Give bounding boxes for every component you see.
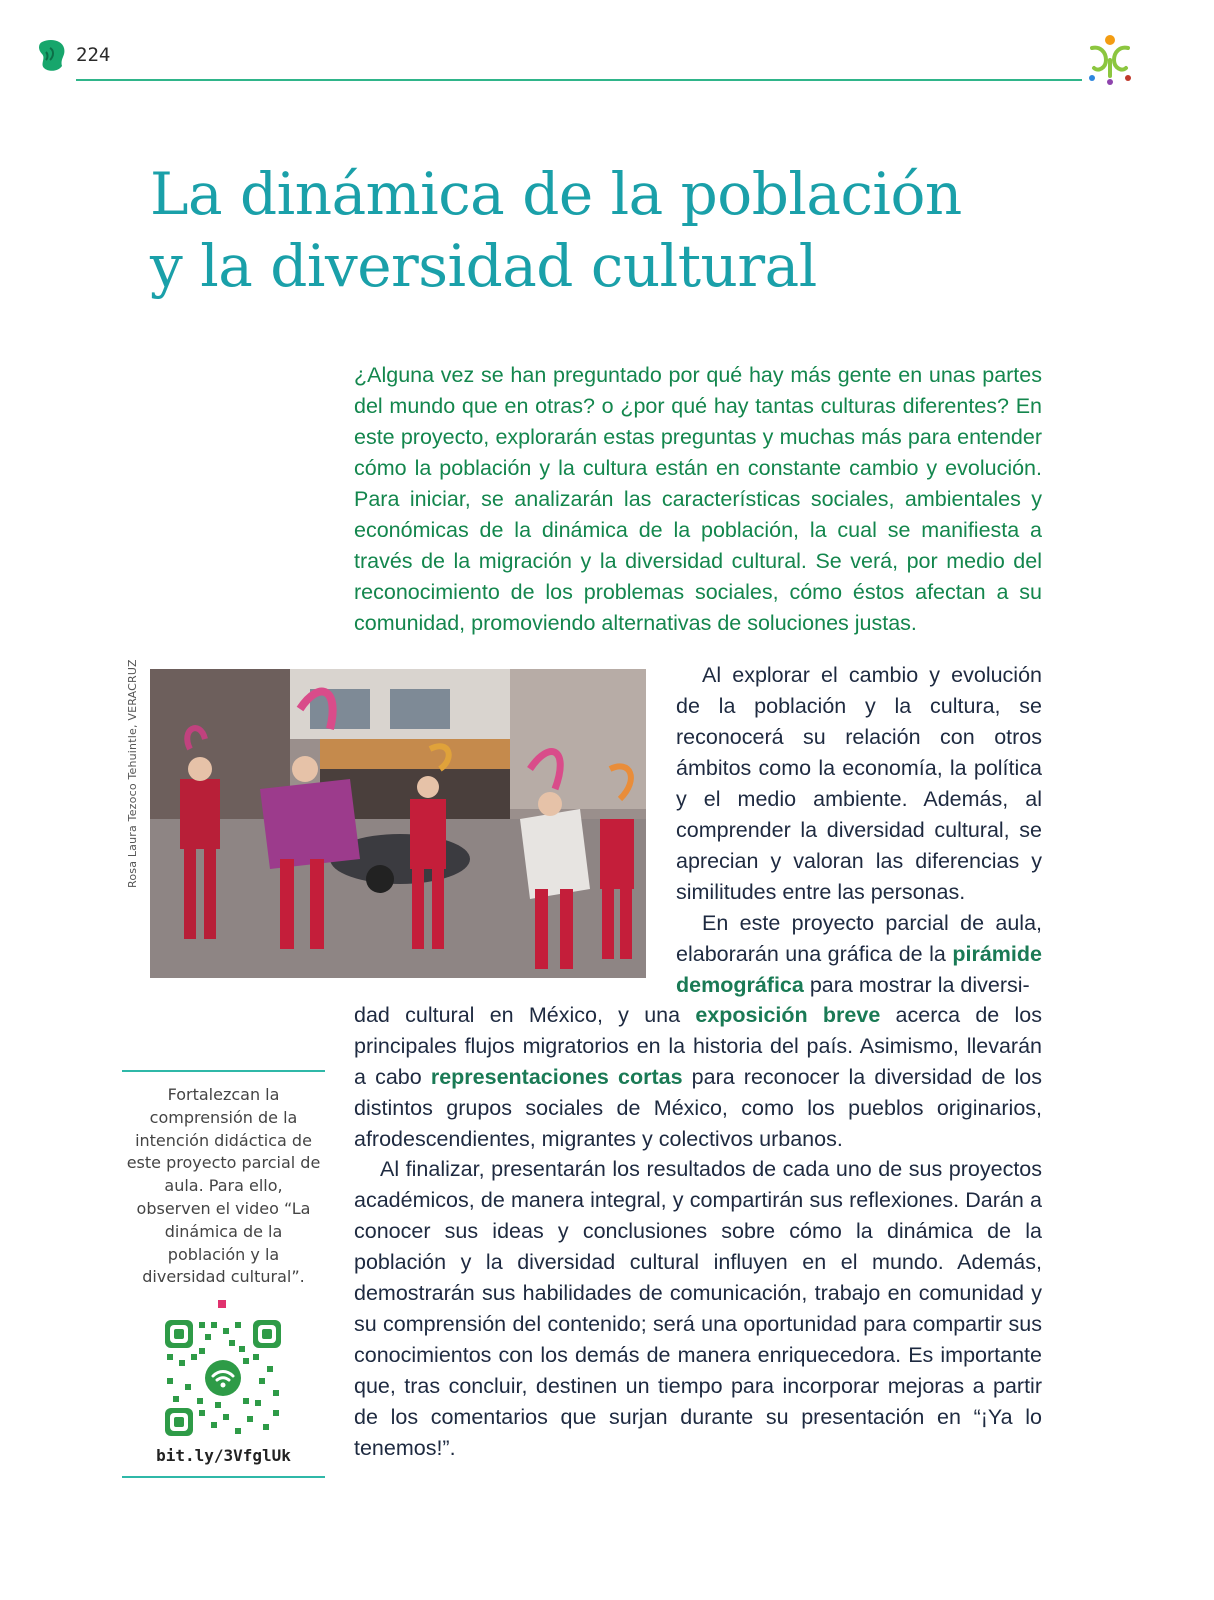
body-paragraph-2-text-a: En este proyecto parcial de aula, elaborarán una gráfica de la bbox=[676, 911, 1042, 966]
keyword-representaciones-cortas: representaciones cortas bbox=[430, 1065, 683, 1089]
title-line-2: y la diversidad cultural bbox=[150, 232, 817, 300]
video-short-link[interactable]: bit.ly/3VfglUk bbox=[156, 1446, 291, 1465]
dancers-illustration bbox=[150, 669, 646, 978]
sidebar-rule-top bbox=[122, 1070, 325, 1072]
body-paragraph-3: Al finalizar, presentarán los resultados de cada uno de sus proyectos académicos, de manera integral, y compartirán sus reflexiones. Darán a conocer sus ideas y conclusiones sobre cómo la dinámica de la población y la diversidad cultural influyen en el mundo. Además, demostrarán sus habilidades de comunicación, trabajo en comunidad y su comprensión del contenido; será una oportunidad para compartir sus conocimientos con los demás de manera enriquecedora. Es importante que, tras concluir, destinen un tiempo para incorporar mejoras a partir de los comentarios que surjan durante su presentación en “¡Ya lo tenemos!”. bbox=[354, 1157, 1042, 1460]
intro-paragraph: ¿Alguna vez se han preguntado por qué hay más gente en unas partes del mundo que en otras? o ¿por qué hay tantas culturas diferentes? En este proyecto, explorarán estas preguntas y muchas más para entender cómo la población y la cultura están en constante cambio y evolución. Para iniciar, se analizarán las características sociales, ambientales y económicas de la dinámica de la población, la cual se manifiesta a través de la migración y la diversidad cultural. Se verá, por medio del reconocimiento de los problemas sociales, cómo éstos afectan a su comunidad, promoviendo alternativas de soluciones justas. bbox=[354, 363, 1042, 635]
body-paragraph-2-text-d: acerca de los principales flujos migratorios en la historia del país. Asimismo, llevarán a cabo bbox=[354, 1003, 1042, 1089]
green-leaf-logo-icon bbox=[36, 38, 68, 74]
qr-code-icon[interactable] bbox=[163, 1318, 283, 1438]
body-paragraph-2-continued bbox=[354, 1000, 1042, 1155]
title-line-1: La dinámica de la población bbox=[150, 160, 962, 228]
keyword-piramide-demografica: pirámide demográfica bbox=[676, 942, 1042, 997]
keyword-exposicion-breve: exposición breve bbox=[695, 1003, 881, 1027]
body-paragraph-2-start bbox=[676, 908, 1042, 1001]
body-paragraph-2-text-e: para reconocer la diversidad de los distintos grupos sociales de México, como los pueblos originarios, afrodescendientes, migrantes y colectivos urbanos. bbox=[354, 1065, 1042, 1151]
sidebar-note: Fortalezcan la comprensión de la intención didáctica de este proyecto parcial de aula. Para ello, observen el video “La dinámica de la población y la diversidad cultural”. bbox=[126, 1085, 321, 1287]
sidebar-rule-bottom bbox=[122, 1476, 325, 1478]
body-paragraph-1: Al explorar el cambio y evolución de la población y la cultura, se reconocerá su relación con otros ámbitos como la economía, la política y el medio ambiente. Además, al comprender la diversidad cultural, se aprecian y valoran las diferencias y similitudes entre las personas. bbox=[676, 663, 1042, 904]
body-paragraph-2-text-c: dad cultural en México, y una bbox=[354, 1003, 681, 1027]
festival-dancers-photo bbox=[150, 669, 646, 978]
photo-credit: Rosa Laura Tezoco Tehuintle, VERACRUZ bbox=[126, 659, 139, 888]
page-number: 224 bbox=[76, 44, 111, 66]
pink-marker bbox=[218, 1300, 226, 1308]
colored-figure-logo-icon bbox=[1084, 32, 1136, 88]
body-paragraph-2-text-b: para mostrar la diversi- bbox=[809, 973, 1030, 997]
header-rule bbox=[76, 79, 1082, 81]
page-title bbox=[150, 158, 1050, 302]
